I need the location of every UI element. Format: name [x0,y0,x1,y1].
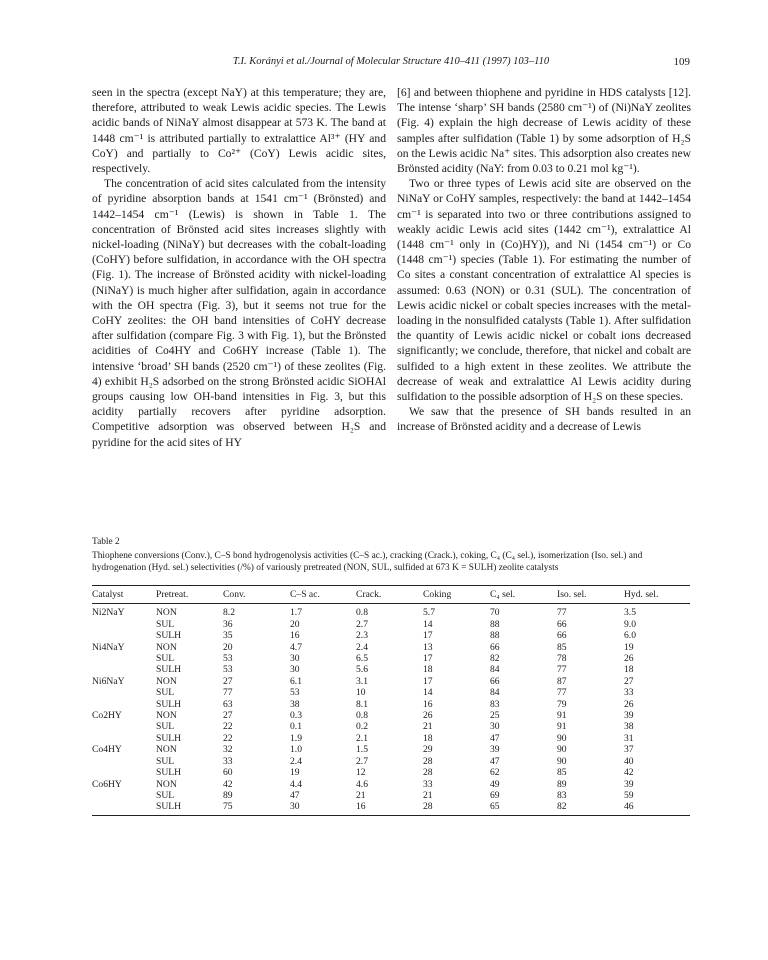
table-cell: 2.4 [290,755,302,767]
table-cell: 60 [223,767,233,779]
table-cell: 90 [557,732,567,744]
paragraph: Two or three types of Lewis acid site are observed on the NiNaY or CoHY samples, respectively: the band at 1442–1454 cm⁻¹ is separated into two or three contributions assigned to weakly acidic Lewis acid sites (1442 cm⁻¹), extralattice Al (1448 cm⁻¹ only in (Co)HY)), and Ni (1454 cm⁻¹) or Co (1448 cm⁻¹) species (Table 1). For estimating the number of Co sites a constant concentration of extralattice Al species is assumed: 0.63 (NON) or 0.31 (SUL). The concentration of Lewis acidic nickel or cobalt species increases with the metal-loading in the nonsulfided catalysts (Table 1). After sulfidation the quantity of Lewis acidic nickel or cobalt ions decreased significantly; we conclude, therefore, that nickel and cobalt are sulfided to a high extent in these zeolites. We attribute the decrease of weak and extralattice Al Lewis acidity during sulfidation to the possible adsorption of H₂S on these species. [397,177,691,404]
table-label: Table 2 [92,537,120,547]
table-cell: 27 [624,675,634,687]
table-cell: 66 [557,618,567,630]
table-row [92,710,690,721]
table-cell: 1.5 [356,744,368,756]
table-cell: 21 [423,721,433,733]
table-cell: 32 [223,744,233,756]
table-cell: 39 [624,710,634,722]
table-cell: 3.1 [356,675,368,687]
table-header-cell: Catalyst [92,586,156,604]
table-row [92,676,690,687]
table-cell: NON [156,607,177,619]
table-cell: 90 [557,744,567,756]
table-row [92,630,690,641]
table-cell: 78 [557,653,567,665]
table-cell: 20 [223,641,233,653]
table-cell: 16 [290,630,300,642]
table-cell: SUL [156,618,175,630]
table-cell: 6.0 [624,630,636,642]
table-cell: 8.2 [223,607,235,619]
table-cell: 2.1 [356,732,368,744]
table-cell: 77 [557,607,567,619]
table-cell [92,801,156,815]
table-body [92,604,690,815]
table-cell: 47 [490,732,500,744]
table-cell: 22 [223,721,233,733]
table-cell: NON [156,744,177,756]
table-cell: 1.9 [290,732,302,744]
table-cell: 40 [624,755,634,767]
table-cell: 33 [223,755,233,767]
table-cell: 26 [624,698,634,710]
table-cell: 2.4 [356,641,368,653]
table-cell: 27 [223,710,233,722]
table-cell: 21 [356,789,366,801]
table-row [92,801,690,815]
table-cell: 0.1 [290,721,302,733]
table-cell: 0.8 [356,710,368,722]
table-cell: 85 [557,641,567,653]
table-cell: NON [156,641,177,653]
table-cell: 91 [557,721,567,733]
table-header-cell: C₄ sel. [490,586,557,604]
table-header-cell: C–S ac. [290,586,356,604]
table-row [92,733,690,744]
table-cell: 6.1 [290,675,302,687]
table-cell: 66 [557,630,567,642]
table-cell: 88 [490,630,500,642]
table-cell: 17 [423,675,433,687]
table-cell: 82 [490,653,500,665]
table-cell: 18 [423,732,433,744]
table-cell: 42 [223,778,233,790]
data-table [92,585,690,816]
table-cell: 46 [624,801,690,815]
table-cell: 63 [223,698,233,710]
table-cell: 30 [290,664,300,676]
table-cell: 28 [423,755,433,767]
table-cell: 30 [490,721,500,733]
table-cell [92,630,156,641]
table-cell: 33 [624,687,634,699]
table-cell: 19 [290,767,300,779]
table-cell: 59 [624,789,634,801]
table-cell [92,699,156,710]
table-cell: 31 [624,732,634,744]
table-cell: 39 [490,744,500,756]
table-cell: 0.2 [356,721,368,733]
table-cell: 29 [423,744,433,756]
table-cell: 82 [557,801,624,815]
table-cell [92,767,156,778]
table-cell: 2.7 [356,755,368,767]
table-cell: 90 [557,755,567,767]
running-head-text: T.I. Korányi et al./Journal of Molecular Structure 410–411 (1997) 103–110 [232,56,550,67]
table-cell: 53 [290,687,300,699]
table-cell: 84 [490,664,500,676]
table-cell: 26 [624,653,634,665]
table-cell: 62 [490,767,500,779]
table-cell: 4.6 [356,778,368,790]
table-row [92,779,690,790]
table-cell: 47 [290,789,300,801]
table-cell: 53 [223,664,233,676]
table-cell: 1.7 [290,607,302,619]
table-row [92,619,690,630]
table-cell: 35 [223,630,233,642]
table-cell: 85 [557,767,567,779]
table-cell: 2.3 [356,630,368,642]
running-head [92,56,690,72]
table-cell: 75 [223,801,290,815]
table-row [92,767,690,778]
table-cell: 6.5 [356,653,368,665]
table-cell: 53 [223,653,233,665]
table-cell: 12 [356,767,366,779]
table-cell: 33 [423,778,433,790]
page-number: 109 [673,56,690,68]
table-cell: 18 [624,664,634,676]
table-row [92,699,690,710]
table-cell: 28 [423,801,490,815]
table-header-row [92,586,690,604]
table-cell: 70 [490,607,500,619]
table-cell: 14 [423,618,433,630]
table-cell [92,733,156,744]
table-cell: 77 [557,687,567,699]
table-caption [92,536,690,574]
table-cell: 17 [423,630,433,642]
table-cell: 2.7 [356,618,368,630]
table-cell: SULH [156,767,182,779]
table-cell: 4.4 [290,778,302,790]
table-row [92,664,690,675]
table-cell: Co4HY [92,744,122,756]
paragraph: The concentration of acid sites calculated from the intensity of pyridine absorption bands at 1541 cm⁻¹ (Brönsted) and 1442–1454 cm⁻¹ (Lewis) is shown in Table 1. The concentration of Brönsted acid sites increases slightly with nickel-loading (NiNaY) but decreases with the cobalt-loading (CoHY) before sulfidation, in accordance with the OH spectra (Fig. 1). The increase of Brönsted acidity with nickel-loading (NiNaY) is much higher after sulfidation, again in accordance with the OH spectra (Fig. 3), but it seems not true for the CoHY zeolites: the OH band intensities of CoHY decrease after sulfidation (compare Fig. 3 with Fig. 1), but the Brönsted acidities of Co4HY and Co6HY increase (Table 1). The intensive ‘broad’ SH bands (2520 cm⁻¹) of these zeolites (Fig. 4) exhibit H₂S adsorbed on the strong Brönsted acidic SiOHAl groups causing low OH-band intensities in Fig. 3, but this acidity partially recovers after pyridine adsorption. Competitive adsorption was observed between H₂S and pyridine for the acid sites of HY [92,177,386,449]
table-cell: 79 [557,698,567,710]
table-cell: NON [156,710,177,722]
table-cell: SULH [156,698,182,710]
table-row [92,642,690,653]
table-cell: Ni2NaY [92,607,125,619]
table-cell: 0.8 [356,607,368,619]
table-cell: Ni4NaY [92,641,125,653]
table-cell: 83 [557,789,567,801]
table-header-cell: Iso. sel. [557,586,624,604]
table-cell: NON [156,778,177,790]
table-cell: 9.0 [624,618,636,630]
table-cell: 89 [557,778,567,790]
table-cell: SULH [156,732,182,744]
table-cell: SULH [156,664,182,676]
table-header-cell: Hyd. sel. [624,586,690,604]
table-cell: 66 [490,641,500,653]
table-cell: 42 [624,767,634,779]
table-cell: 16 [356,801,423,815]
table-cell: SUL [156,721,175,733]
table-cell: 87 [557,675,567,687]
table-cell: 1.0 [290,744,302,756]
table-cell: 89 [223,789,233,801]
table-cell: 19 [624,641,634,653]
table-cell: 36 [223,618,233,630]
table-cell: 91 [557,710,567,722]
table-cell [92,664,156,675]
table-cell: 30 [290,801,356,815]
table-cell [92,790,156,801]
table-cell: NON [156,675,177,687]
table-cell: SUL [156,789,175,801]
table-cell: 3.5 [624,607,636,619]
table-cell: SUL [156,687,175,699]
table-cell: 77 [223,687,233,699]
table-cell: 20 [290,618,300,630]
table-cell: 26 [423,710,433,722]
table-cell: 22 [223,732,233,744]
table-cell: 88 [490,618,500,630]
paragraph: We saw that the presence of SH bands resulted in an increase of Brönsted acidity and a decrease of Lewis [397,405,691,434]
table-cell: 65 [490,801,557,815]
table-cell: SULH [156,801,223,815]
table-row [92,653,690,664]
table-cell: 39 [624,778,634,790]
table-cell: 83 [490,698,500,710]
table-cell: 5.6 [356,664,368,676]
table-cell: Ni6NaY [92,675,125,687]
table-cell: SUL [156,653,175,665]
table-row [92,687,690,698]
table-cell: 16 [423,698,433,710]
table-cell: 13 [423,641,433,653]
table-cell [92,687,156,698]
table-cell: 25 [490,710,500,722]
table-cell: 27 [223,675,233,687]
table-cell: SULH [156,630,182,642]
table-cell: 5.7 [423,607,435,619]
table-cell: 30 [290,653,300,665]
table-cell: 38 [290,698,300,710]
table-row [92,604,690,619]
table-cell: 37 [624,744,634,756]
table-cell: SUL [156,755,175,767]
table-cell: 10 [356,687,366,699]
table-cell: 49 [490,778,500,790]
table-cell: 0.3 [290,710,302,722]
table-cell: 66 [490,675,500,687]
table-cell: Co2HY [92,710,122,722]
table-row [92,756,690,767]
paragraph: seen in the spectra (except NaY) at this temperature; they are, therefore, attributed to weak Lewis acidic species. The Lewis acidic bands of NiNaY almost disappear at 573 K. The band at 1448 cm⁻¹ is attributed partially to extralattice Al³⁺ (HY and CoY) and partially to Co²⁺ (CoY) Lewis acidic sites, respectively. [92,86,386,176]
table-cell: 69 [490,789,500,801]
table-cell [92,756,156,767]
table-row [92,790,690,801]
table-caption-text: Thiophene conversions (Conv.), C–S bond hydrogenolysis activities (C–S ac.), cracking (Crack.), coking, C₄ (C₄ sel.), isomerization (Iso. sel.) and hydrogenation (Hyd. sel.) selectivities (/%) of variously pretreated (NON, SUL, sulfided at 673 K = SULH) zeolite catalysts [92,551,643,573]
table-cell: 14 [423,687,433,699]
table-cell: 4.7 [290,641,302,653]
table-cell: 77 [557,664,567,676]
table-cell: 17 [423,653,433,665]
table-cell: Co6HY [92,778,122,790]
table-header-cell: Pretreat. [156,586,223,604]
table-cell: 84 [490,687,500,699]
table-cell: 28 [423,767,433,779]
table-cell: 21 [423,789,433,801]
table-cell [92,653,156,664]
table-cell: 47 [490,755,500,767]
table-cell: 8.1 [356,698,368,710]
table-cell [92,619,156,630]
table-header-cell: Conv. [223,586,290,604]
table-cell: 38 [624,721,634,733]
table-row [92,744,690,755]
table-row [92,721,690,732]
left-column [92,85,386,450]
table-cell [92,721,156,732]
table-header-cell: Crack. [356,586,423,604]
right-column [397,85,691,435]
paragraph: [6] and between thiophene and pyridine in HDS catalysts [12]. The intense ‘sharp’ SH bands (2580 cm⁻¹) of (Ni)NaY zeolites (Fig. 4) explain the high decrease of Lewis acidity of these samples after sulfidation (Table 1) by some adsorption of H₂S on the Lewis acidic Na⁺ sites. This adsorption also creates new Brönsted acidity (NaY: from 0.03 to 0.21 mol kg⁻¹). [397,86,691,176]
table-cell: 18 [423,664,433,676]
table-header-cell: Coking [423,586,490,604]
